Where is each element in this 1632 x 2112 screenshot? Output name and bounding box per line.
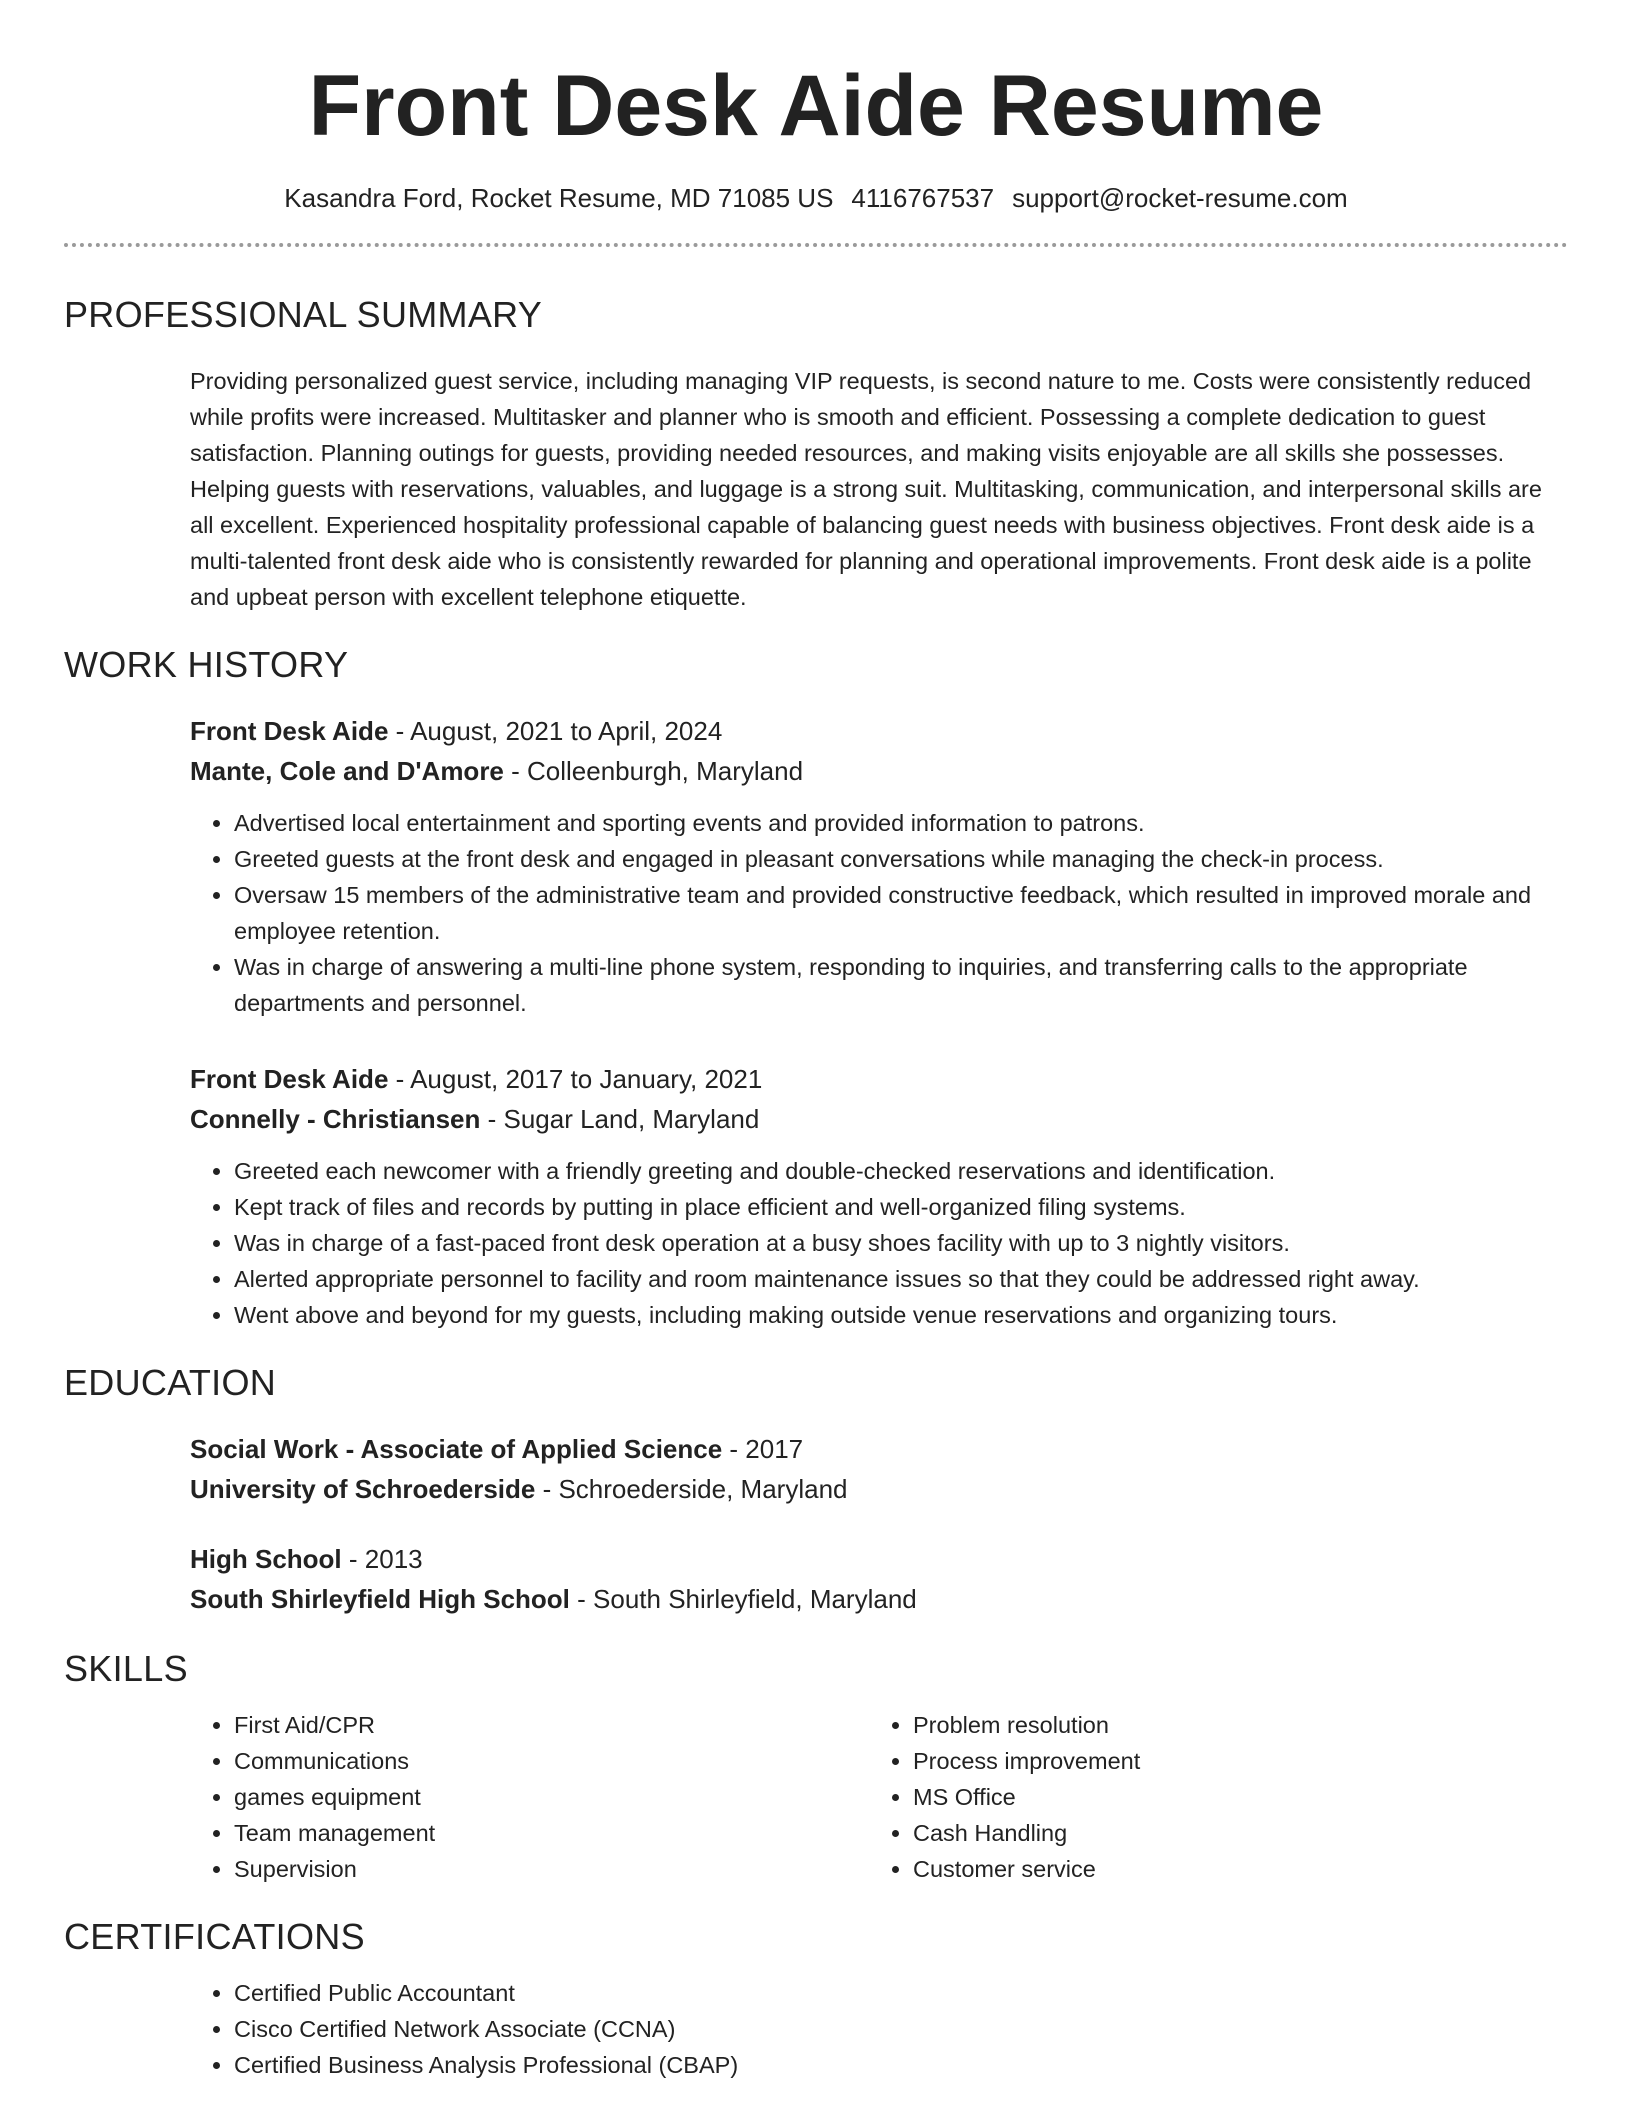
list-item: • Communications (234, 1743, 869, 1779)
list-item: • Greeted guests at the front desk and engaged in pleasant conversations while managing the check-in process. (234, 841, 1568, 877)
section-heading-certifications: CERTIFICATIONS (64, 1916, 365, 1957)
job-location: - Sugar Land, Maryland (480, 1104, 760, 1134)
education-entry (190, 1539, 1568, 1619)
job-dates: - August, 2017 to January, 2021 (388, 1064, 763, 1094)
education-school-line (190, 1469, 1568, 1509)
list-item: • MS Office (913, 1779, 1140, 1815)
summary-text: Providing personalized guest service, including managing VIP requests, is second nature to me. Costs were consistently reduced while profits were increased. Multitasker and planner who is smooth and efficient. Possessing a complete dedication to guest satisfaction. Planning outings for guests, providing needed resources, and making visits enjoyable are all skills she possesses. Helping guests with reservations, valuables, and luggage is a strong suit. Multitasking, communication, and interpersonal skills are all excellent. Experienced hospitality professional capable of balancing guest needs with business objectives. Front desk aide is a multi-talented front desk aide who is consistently rewarded for planning and operational improvements. Front desk aide is a polite and upbeat person with excellent telephone etiquette. (190, 368, 1542, 610)
list-item: • Certified Business Analysis Professional (CBAP) (234, 2047, 1568, 2083)
education-degree: Social Work - Associate of Applied Science (190, 1434, 723, 1464)
list-item: • Alerted appropriate personnel to facility and room maintenance issues so that they could be addressed right away. (234, 1261, 1568, 1297)
education-degree-line (190, 1429, 1568, 1469)
job-title-line (190, 1059, 1568, 1099)
job-company: Connelly - Christiansen (190, 1104, 481, 1134)
list-item: • Customer service (913, 1851, 1140, 1887)
resume-title: Front Desk Aide Resume (308, 58, 1324, 154)
list-item: • Cisco Certified Network Associate (CCNA) (234, 2011, 1568, 2047)
education-school: South Shirleyfield High School (190, 1584, 570, 1614)
list-item: • Advertised local entertainment and sporting events and provided information to patrons. (234, 805, 1568, 841)
header-divider (64, 243, 1568, 247)
education-year: - 2013 (341, 1544, 423, 1574)
education-school-line (190, 1579, 1568, 1619)
list-item: • Oversaw 15 members of the administrative team and provided constructive feedback, which resulted in improved morale and employee retention. (234, 877, 1568, 949)
education-entry (190, 1429, 1568, 1509)
skills-list (190, 1707, 1568, 1887)
list-item: • Was in charge of a fast-paced front desk operation at a busy shoes facility with up to 3 nightly visitors. (234, 1225, 1568, 1261)
job-bullets (190, 1153, 1568, 1333)
contact-line (64, 181, 1568, 215)
job-title-line (190, 711, 1568, 751)
education-location: - South Shirleyfield, Maryland (569, 1584, 917, 1614)
education-location: - Schroederside, Maryland (535, 1474, 848, 1504)
list-item: • Process improvement (913, 1743, 1140, 1779)
section-heading-education: EDUCATION (64, 1362, 277, 1403)
list-item: • Was in charge of answering a multi-line phone system, responding to inquiries, and transferring calls to the appropriate departments and personnel. (234, 949, 1568, 1021)
job-bullets (190, 805, 1568, 1021)
education-degree-line (190, 1539, 1568, 1579)
contact-phone: 4116767537 (851, 183, 995, 213)
list-item: • Supervision (234, 1851, 869, 1887)
education-school: University of Schroederside (190, 1474, 536, 1504)
list-item: • Cash Handling (913, 1815, 1140, 1851)
list-item: • Problem resolution (913, 1707, 1140, 1743)
education-year: - 2017 (722, 1434, 804, 1464)
job-location: - Colleenburgh, Maryland (503, 756, 804, 786)
job-entry (190, 711, 1568, 1021)
list-item: • Certified Public Accountant (234, 1975, 1568, 2011)
job-company-line (190, 751, 1568, 791)
skills-column (869, 1707, 1140, 1887)
job-company: Mante, Cole and D'Amore (190, 756, 504, 786)
job-dates: - August, 2021 to April, 2024 (388, 716, 723, 746)
job-company-line (190, 1099, 1568, 1139)
certifications-list (190, 1975, 1568, 2083)
education-degree: High School (190, 1544, 342, 1574)
section-heading-skills: SKILLS (64, 1648, 188, 1689)
section-heading-summary: PROFESSIONAL SUMMARY (64, 294, 543, 335)
skills-column (190, 1707, 869, 1887)
contact-address: Kasandra Ford, Rocket Resume, MD 71085 US (284, 183, 834, 213)
list-item: • Went above and beyond for my guests, including making outside venue reservations and organizing tours. (234, 1297, 1568, 1333)
certifications-items (190, 1975, 1568, 2083)
list-item: • games equipment (234, 1779, 869, 1815)
job-title: Front Desk Aide (190, 716, 389, 746)
contact-email: support@rocket-resume.com (1012, 183, 1348, 213)
section-heading-work-history: WORK HISTORY (64, 644, 349, 685)
list-item: • Kept track of files and records by putting in place efficient and well-organized filing systems. (234, 1189, 1568, 1225)
job-entry (190, 1059, 1568, 1333)
list-item: • Team management (234, 1815, 869, 1851)
list-item: • Greeted each newcomer with a friendly greeting and double-checked reservations and identification. (234, 1153, 1568, 1189)
job-title: Front Desk Aide (190, 1064, 389, 1094)
list-item: • First Aid/CPR (234, 1707, 869, 1743)
